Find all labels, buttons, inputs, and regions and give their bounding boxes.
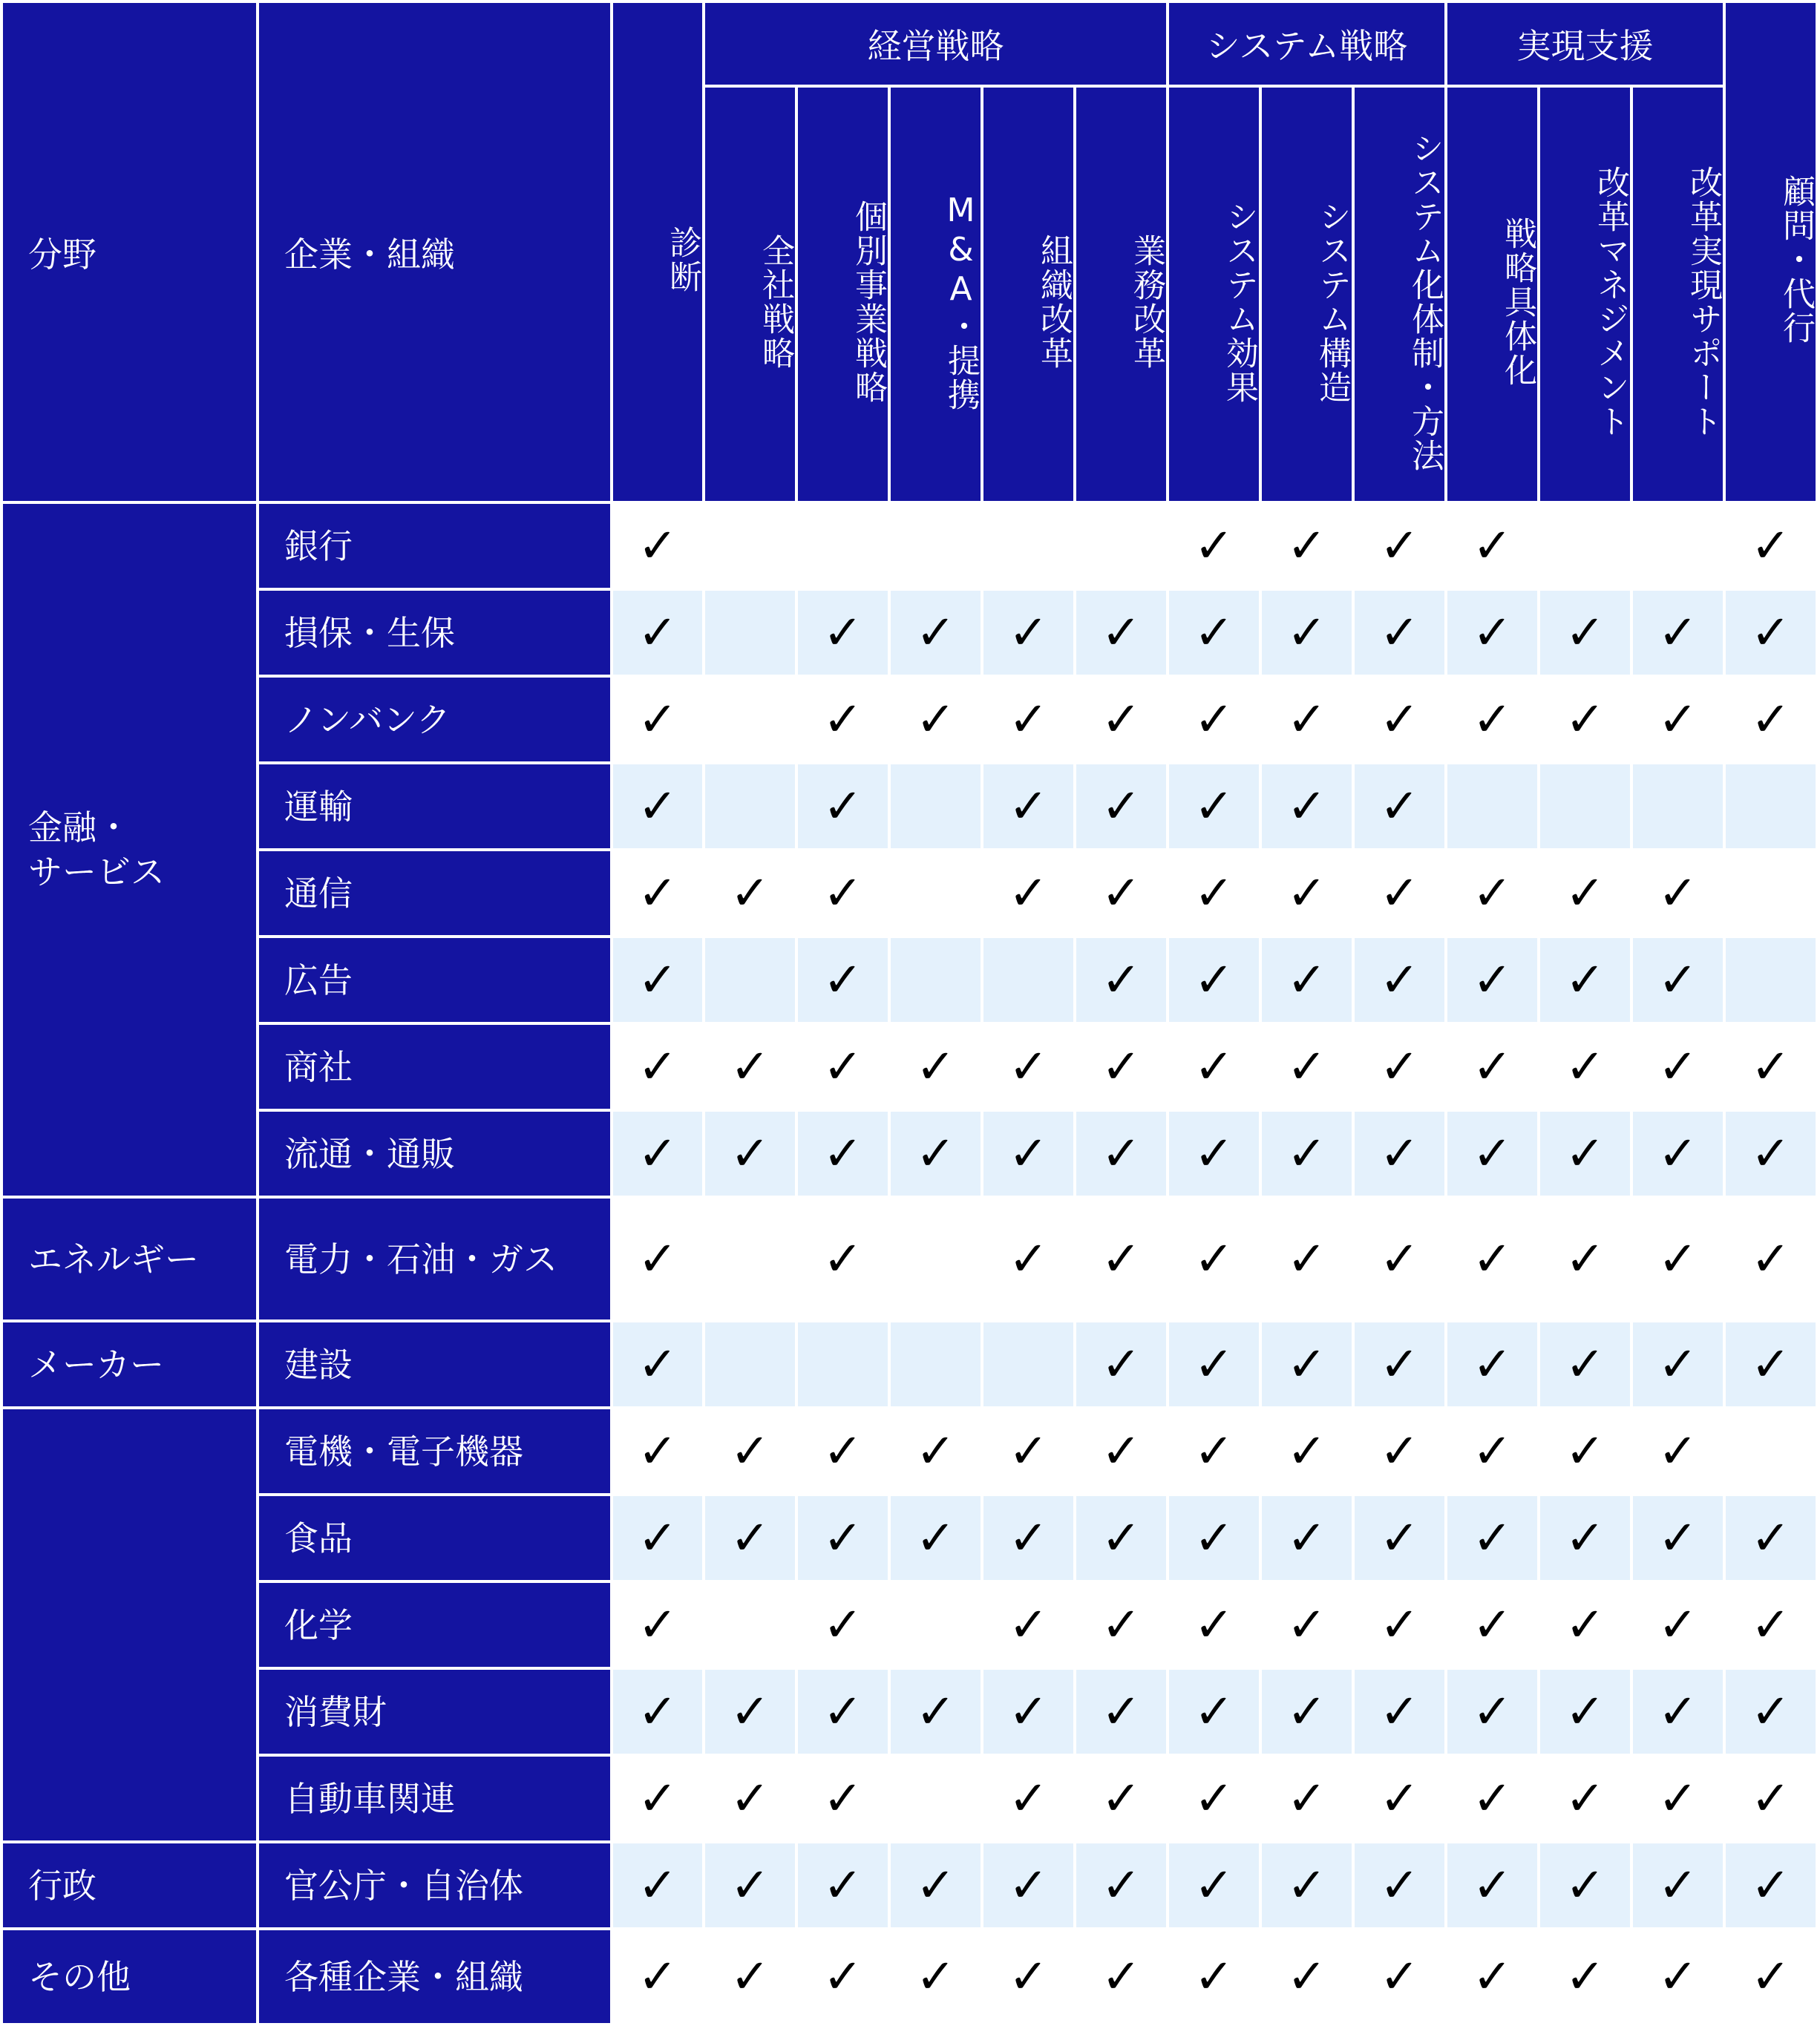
check-mark-icon: ✓ bbox=[613, 1496, 702, 1580]
check-mark-icon: ✓ bbox=[1169, 1757, 1259, 1840]
header-group: 経営戦略 bbox=[705, 3, 1166, 85]
check-mark-icon: ✓ bbox=[1355, 851, 1444, 935]
check-mark-icon: ✓ bbox=[891, 591, 981, 675]
column-header: システム構造 bbox=[1262, 88, 1352, 501]
check-mark-icon: ✓ bbox=[1076, 1322, 1166, 1406]
check-mark-icon: ✓ bbox=[1355, 678, 1444, 761]
check-mark-icon: ✓ bbox=[1355, 1112, 1444, 1196]
check-mark-icon: ✓ bbox=[983, 1496, 1073, 1580]
check-mark-icon: ✓ bbox=[1169, 1930, 1259, 2023]
check-mark-icon: ✓ bbox=[1447, 1025, 1537, 1109]
column-header: 全社戦略 bbox=[705, 88, 795, 501]
check-mark-icon: ✓ bbox=[798, 591, 888, 675]
check-mark-icon: ✓ bbox=[705, 1409, 795, 1493]
check-mark-icon: ✓ bbox=[1633, 1930, 1723, 2023]
check-mark-icon: ✓ bbox=[1447, 678, 1537, 761]
check-mark-icon: ✓ bbox=[705, 1496, 795, 1580]
check-mark-icon: ✓ bbox=[798, 1670, 888, 1754]
check-mark-icon: ✓ bbox=[613, 504, 702, 588]
empty-cell bbox=[1633, 764, 1723, 848]
check-mark-icon: ✓ bbox=[1540, 1322, 1630, 1406]
org-cell: 銀行 bbox=[259, 504, 610, 588]
check-mark-icon: ✓ bbox=[1076, 1409, 1166, 1493]
check-mark-icon: ✓ bbox=[1633, 1843, 1723, 1927]
category-cell: メーカー bbox=[3, 1322, 256, 1406]
check-mark-icon: ✓ bbox=[1726, 1496, 1816, 1580]
check-mark-icon: ✓ bbox=[1262, 1843, 1352, 1927]
empty-cell bbox=[705, 591, 795, 675]
check-mark-icon: ✓ bbox=[1355, 1199, 1444, 1319]
check-mark-icon: ✓ bbox=[1633, 1757, 1723, 1840]
org-cell: 建設 bbox=[259, 1322, 610, 1406]
category-cell: 行政 bbox=[3, 1843, 256, 1927]
check-mark-icon: ✓ bbox=[705, 851, 795, 935]
column-header: 改革マネジメント bbox=[1540, 88, 1630, 501]
check-mark-icon: ✓ bbox=[1169, 1322, 1259, 1406]
check-mark-icon: ✓ bbox=[1169, 1112, 1259, 1196]
check-mark-icon: ✓ bbox=[1633, 1670, 1723, 1754]
check-mark-icon: ✓ bbox=[891, 1409, 981, 1493]
check-mark-icon: ✓ bbox=[983, 851, 1073, 935]
check-mark-icon: ✓ bbox=[983, 1409, 1073, 1493]
check-mark-icon: ✓ bbox=[1726, 1025, 1816, 1109]
empty-cell bbox=[1726, 1409, 1816, 1493]
column-header: 個別事業戦略 bbox=[798, 88, 888, 501]
check-mark-icon: ✓ bbox=[1447, 1930, 1537, 2023]
empty-cell bbox=[983, 938, 1073, 1022]
check-mark-icon: ✓ bbox=[1447, 1199, 1537, 1319]
check-mark-icon: ✓ bbox=[1076, 1757, 1166, 1840]
check-mark-icon: ✓ bbox=[1726, 504, 1816, 588]
org-cell: 運輸 bbox=[259, 764, 610, 848]
check-mark-icon: ✓ bbox=[1726, 1112, 1816, 1196]
check-mark-icon: ✓ bbox=[613, 1757, 702, 1840]
check-mark-icon: ✓ bbox=[1540, 1930, 1630, 2023]
check-mark-icon: ✓ bbox=[1169, 851, 1259, 935]
check-mark-icon: ✓ bbox=[1355, 1670, 1444, 1754]
check-mark-icon: ✓ bbox=[1540, 1496, 1630, 1580]
check-mark-icon: ✓ bbox=[798, 764, 888, 848]
empty-cell bbox=[1540, 504, 1630, 588]
check-mark-icon: ✓ bbox=[1076, 1496, 1166, 1580]
empty-cell bbox=[891, 1583, 981, 1667]
check-mark-icon: ✓ bbox=[705, 1843, 795, 1927]
check-mark-icon: ✓ bbox=[1726, 1930, 1816, 2023]
empty-cell bbox=[1540, 764, 1630, 848]
check-mark-icon: ✓ bbox=[1540, 1112, 1630, 1196]
check-mark-icon: ✓ bbox=[1540, 851, 1630, 935]
check-mark-icon: ✓ bbox=[1076, 851, 1166, 935]
check-mark-icon: ✓ bbox=[1447, 938, 1537, 1022]
check-mark-icon: ✓ bbox=[1169, 1409, 1259, 1493]
check-mark-icon: ✓ bbox=[1726, 1322, 1816, 1406]
check-mark-icon: ✓ bbox=[1076, 1112, 1166, 1196]
check-mark-icon: ✓ bbox=[1169, 1199, 1259, 1319]
column-header: 改革実現サポート bbox=[1633, 88, 1723, 501]
empty-cell bbox=[1726, 764, 1816, 848]
check-mark-icon: ✓ bbox=[983, 1843, 1073, 1927]
check-mark-icon: ✓ bbox=[1633, 591, 1723, 675]
check-mark-icon: ✓ bbox=[1169, 938, 1259, 1022]
check-mark-icon: ✓ bbox=[1633, 938, 1723, 1022]
check-mark-icon: ✓ bbox=[613, 1930, 702, 2023]
check-mark-icon: ✓ bbox=[613, 1583, 702, 1667]
check-mark-icon: ✓ bbox=[1169, 504, 1259, 588]
header-org: 企業・組織 bbox=[259, 3, 610, 501]
check-mark-icon: ✓ bbox=[1726, 1670, 1816, 1754]
check-mark-icon: ✓ bbox=[798, 1112, 888, 1196]
check-mark-icon: ✓ bbox=[798, 1199, 888, 1319]
column-header: 戦略具体化 bbox=[1447, 88, 1537, 501]
check-mark-icon: ✓ bbox=[1262, 764, 1352, 848]
empty-cell bbox=[705, 1583, 795, 1667]
empty-cell bbox=[891, 504, 981, 588]
check-mark-icon: ✓ bbox=[983, 1583, 1073, 1667]
check-mark-icon: ✓ bbox=[1447, 1112, 1537, 1196]
check-mark-icon: ✓ bbox=[1633, 1322, 1723, 1406]
empty-cell bbox=[705, 1199, 795, 1319]
check-mark-icon: ✓ bbox=[1540, 678, 1630, 761]
empty-cell bbox=[1076, 504, 1166, 588]
check-mark-icon: ✓ bbox=[613, 678, 702, 761]
empty-cell bbox=[891, 1322, 981, 1406]
org-cell: 流通・通販 bbox=[259, 1112, 610, 1196]
check-mark-icon: ✓ bbox=[613, 1843, 702, 1927]
check-mark-icon: ✓ bbox=[1262, 1930, 1352, 2023]
column-header: 診断 bbox=[613, 3, 702, 501]
check-mark-icon: ✓ bbox=[1262, 1670, 1352, 1754]
check-mark-icon: ✓ bbox=[1262, 1757, 1352, 1840]
check-mark-icon: ✓ bbox=[1447, 1322, 1537, 1406]
check-mark-icon: ✓ bbox=[1726, 591, 1816, 675]
check-mark-icon: ✓ bbox=[1633, 1025, 1723, 1109]
check-mark-icon: ✓ bbox=[613, 938, 702, 1022]
header-group: 実現支援 bbox=[1447, 3, 1723, 85]
check-mark-icon: ✓ bbox=[1076, 1199, 1166, 1319]
category-cell bbox=[3, 1409, 256, 1840]
check-mark-icon: ✓ bbox=[1633, 678, 1723, 761]
check-mark-icon: ✓ bbox=[1169, 1843, 1259, 1927]
check-mark-icon: ✓ bbox=[891, 1112, 981, 1196]
check-mark-icon: ✓ bbox=[1726, 1757, 1816, 1840]
check-mark-icon: ✓ bbox=[613, 764, 702, 848]
check-mark-icon: ✓ bbox=[1633, 851, 1723, 935]
check-mark-icon: ✓ bbox=[1540, 1583, 1630, 1667]
check-mark-icon: ✓ bbox=[1540, 938, 1630, 1022]
check-mark-icon: ✓ bbox=[613, 1025, 702, 1109]
org-cell: 損保・生保 bbox=[259, 591, 610, 675]
check-mark-icon: ✓ bbox=[1355, 1583, 1444, 1667]
empty-cell bbox=[983, 504, 1073, 588]
check-mark-icon: ✓ bbox=[891, 678, 981, 761]
org-cell: 通信 bbox=[259, 851, 610, 935]
check-mark-icon: ✓ bbox=[1355, 1409, 1444, 1493]
empty-cell bbox=[891, 938, 981, 1022]
category-cell: その他 bbox=[3, 1930, 256, 2023]
check-mark-icon: ✓ bbox=[1169, 1496, 1259, 1580]
check-mark-icon: ✓ bbox=[1633, 1112, 1723, 1196]
check-mark-icon: ✓ bbox=[613, 1322, 702, 1406]
check-mark-icon: ✓ bbox=[613, 1670, 702, 1754]
check-mark-icon: ✓ bbox=[705, 1670, 795, 1754]
check-mark-icon: ✓ bbox=[1540, 1025, 1630, 1109]
check-mark-icon: ✓ bbox=[1076, 1843, 1166, 1927]
check-mark-icon: ✓ bbox=[1169, 591, 1259, 675]
empty-cell bbox=[1447, 764, 1537, 848]
org-cell: 自動車関連 bbox=[259, 1757, 610, 1840]
check-mark-icon: ✓ bbox=[891, 1496, 981, 1580]
empty-cell bbox=[705, 504, 795, 588]
check-mark-icon: ✓ bbox=[1355, 764, 1444, 848]
check-mark-icon: ✓ bbox=[1355, 1930, 1444, 2023]
column-header: システム効果 bbox=[1169, 88, 1259, 501]
check-mark-icon: ✓ bbox=[1262, 1583, 1352, 1667]
check-mark-icon: ✓ bbox=[1447, 1583, 1537, 1667]
empty-cell bbox=[798, 1322, 888, 1406]
empty-cell bbox=[891, 851, 981, 935]
empty-cell bbox=[891, 1199, 981, 1319]
check-mark-icon: ✓ bbox=[1447, 1843, 1537, 1927]
check-mark-icon: ✓ bbox=[1447, 1496, 1537, 1580]
category-cell: 金融・ サービス bbox=[3, 504, 256, 1196]
check-mark-icon: ✓ bbox=[1262, 1025, 1352, 1109]
check-mark-icon: ✓ bbox=[983, 764, 1073, 848]
check-mark-icon: ✓ bbox=[798, 1025, 888, 1109]
check-mark-icon: ✓ bbox=[798, 1496, 888, 1580]
category-cell: エネルギー bbox=[3, 1199, 256, 1319]
check-mark-icon: ✓ bbox=[1447, 1409, 1537, 1493]
check-mark-icon: ✓ bbox=[1262, 1496, 1352, 1580]
check-mark-icon: ✓ bbox=[1355, 1757, 1444, 1840]
check-mark-icon: ✓ bbox=[798, 1757, 888, 1840]
check-mark-icon: ✓ bbox=[1076, 1670, 1166, 1754]
check-mark-icon: ✓ bbox=[983, 1112, 1073, 1196]
check-mark-icon: ✓ bbox=[1726, 678, 1816, 761]
check-mark-icon: ✓ bbox=[983, 678, 1073, 761]
check-mark-icon: ✓ bbox=[1726, 1199, 1816, 1319]
check-mark-icon: ✓ bbox=[798, 851, 888, 935]
empty-cell bbox=[983, 1322, 1073, 1406]
check-mark-icon: ✓ bbox=[1447, 504, 1537, 588]
empty-cell bbox=[1726, 851, 1816, 935]
check-mark-icon: ✓ bbox=[1262, 851, 1352, 935]
check-mark-icon: ✓ bbox=[1633, 1199, 1723, 1319]
check-mark-icon: ✓ bbox=[1540, 1757, 1630, 1840]
check-mark-icon: ✓ bbox=[983, 1930, 1073, 2023]
check-mark-icon: ✓ bbox=[1076, 1930, 1166, 2023]
check-mark-icon: ✓ bbox=[705, 1757, 795, 1840]
check-mark-icon: ✓ bbox=[1540, 591, 1630, 675]
check-mark-icon: ✓ bbox=[1447, 851, 1537, 935]
empty-cell bbox=[798, 504, 888, 588]
empty-cell bbox=[1726, 938, 1816, 1022]
check-mark-icon: ✓ bbox=[705, 1930, 795, 2023]
check-mark-icon: ✓ bbox=[1355, 1843, 1444, 1927]
check-mark-icon: ✓ bbox=[1169, 1670, 1259, 1754]
check-mark-icon: ✓ bbox=[1540, 1409, 1630, 1493]
check-mark-icon: ✓ bbox=[1076, 938, 1166, 1022]
org-cell: 電機・電子機器 bbox=[259, 1409, 610, 1493]
check-mark-icon: ✓ bbox=[1262, 1199, 1352, 1319]
org-cell: 消費財 bbox=[259, 1670, 610, 1754]
check-mark-icon: ✓ bbox=[1633, 1409, 1723, 1493]
check-mark-icon: ✓ bbox=[983, 1199, 1073, 1319]
org-cell: 食品 bbox=[259, 1496, 610, 1580]
check-mark-icon: ✓ bbox=[613, 1199, 702, 1319]
check-mark-icon: ✓ bbox=[1726, 1843, 1816, 1927]
check-mark-icon: ✓ bbox=[1540, 1670, 1630, 1754]
check-mark-icon: ✓ bbox=[1355, 1496, 1444, 1580]
check-mark-icon: ✓ bbox=[891, 1025, 981, 1109]
check-mark-icon: ✓ bbox=[613, 1409, 702, 1493]
check-mark-icon: ✓ bbox=[1355, 938, 1444, 1022]
empty-cell bbox=[705, 764, 795, 848]
org-cell: 電力・石油・ガス bbox=[259, 1199, 610, 1319]
empty-cell bbox=[705, 678, 795, 761]
check-mark-icon: ✓ bbox=[705, 1112, 795, 1196]
check-mark-icon: ✓ bbox=[1540, 1199, 1630, 1319]
empty-cell bbox=[705, 1322, 795, 1406]
check-mark-icon: ✓ bbox=[1076, 678, 1166, 761]
check-mark-icon: ✓ bbox=[1169, 1025, 1259, 1109]
check-mark-icon: ✓ bbox=[983, 1757, 1073, 1840]
check-mark-icon: ✓ bbox=[1447, 1757, 1537, 1840]
org-cell: 商社 bbox=[259, 1025, 610, 1109]
column-header: 業務改革 bbox=[1076, 88, 1166, 501]
check-mark-icon: ✓ bbox=[798, 1843, 888, 1927]
check-mark-icon: ✓ bbox=[1355, 591, 1444, 675]
check-mark-icon: ✓ bbox=[1262, 1112, 1352, 1196]
header-group: システム戦略 bbox=[1169, 3, 1444, 85]
check-mark-icon: ✓ bbox=[891, 1930, 981, 2023]
check-mark-icon: ✓ bbox=[1262, 1409, 1352, 1493]
header-field: 分野 bbox=[3, 3, 256, 501]
check-mark-icon: ✓ bbox=[613, 1112, 702, 1196]
check-mark-icon: ✓ bbox=[1726, 1583, 1816, 1667]
check-mark-icon: ✓ bbox=[983, 1670, 1073, 1754]
check-mark-icon: ✓ bbox=[798, 938, 888, 1022]
check-mark-icon: ✓ bbox=[1633, 1583, 1723, 1667]
check-mark-icon: ✓ bbox=[1355, 504, 1444, 588]
check-mark-icon: ✓ bbox=[1169, 764, 1259, 848]
check-mark-icon: ✓ bbox=[1262, 504, 1352, 588]
check-mark-icon: ✓ bbox=[798, 1409, 888, 1493]
check-mark-icon: ✓ bbox=[1355, 1025, 1444, 1109]
org-cell: 化学 bbox=[259, 1583, 610, 1667]
check-mark-icon: ✓ bbox=[1262, 938, 1352, 1022]
empty-cell bbox=[1633, 504, 1723, 588]
check-mark-icon: ✓ bbox=[983, 1025, 1073, 1109]
check-mark-icon: ✓ bbox=[1076, 764, 1166, 848]
check-mark-icon: ✓ bbox=[891, 1670, 981, 1754]
check-mark-icon: ✓ bbox=[798, 1583, 888, 1667]
check-mark-icon: ✓ bbox=[1262, 1322, 1352, 1406]
check-mark-icon: ✓ bbox=[798, 1930, 888, 2023]
column-header: M&A・提携 bbox=[891, 88, 981, 501]
empty-cell bbox=[705, 938, 795, 1022]
column-header: システム化体制・方法 bbox=[1355, 88, 1444, 501]
empty-cell bbox=[891, 764, 981, 848]
column-header: 組織改革 bbox=[983, 88, 1073, 501]
check-mark-icon: ✓ bbox=[798, 678, 888, 761]
check-mark-icon: ✓ bbox=[1633, 1496, 1723, 1580]
org-cell: 各種企業・組織 bbox=[259, 1930, 610, 2023]
column-header: 顧問・代行 bbox=[1726, 3, 1816, 501]
check-mark-icon: ✓ bbox=[1540, 1843, 1630, 1927]
check-mark-icon: ✓ bbox=[1076, 591, 1166, 675]
check-mark-icon: ✓ bbox=[891, 1843, 981, 1927]
check-mark-icon: ✓ bbox=[705, 1025, 795, 1109]
check-mark-icon: ✓ bbox=[1169, 1583, 1259, 1667]
org-cell: 広告 bbox=[259, 938, 610, 1022]
check-mark-icon: ✓ bbox=[1447, 1670, 1537, 1754]
check-mark-icon: ✓ bbox=[1447, 591, 1537, 675]
check-mark-icon: ✓ bbox=[1169, 678, 1259, 761]
check-mark-icon: ✓ bbox=[1355, 1322, 1444, 1406]
check-mark-icon: ✓ bbox=[1076, 1583, 1166, 1667]
check-mark-icon: ✓ bbox=[1262, 678, 1352, 761]
empty-cell bbox=[891, 1757, 981, 1840]
org-cell: ノンバンク bbox=[259, 678, 610, 761]
check-mark-icon: ✓ bbox=[983, 591, 1073, 675]
check-mark-icon: ✓ bbox=[1262, 591, 1352, 675]
check-mark-icon: ✓ bbox=[1076, 1025, 1166, 1109]
check-mark-icon: ✓ bbox=[613, 591, 702, 675]
check-mark-icon: ✓ bbox=[613, 851, 702, 935]
org-cell: 官公庁・自治体 bbox=[259, 1843, 610, 1927]
